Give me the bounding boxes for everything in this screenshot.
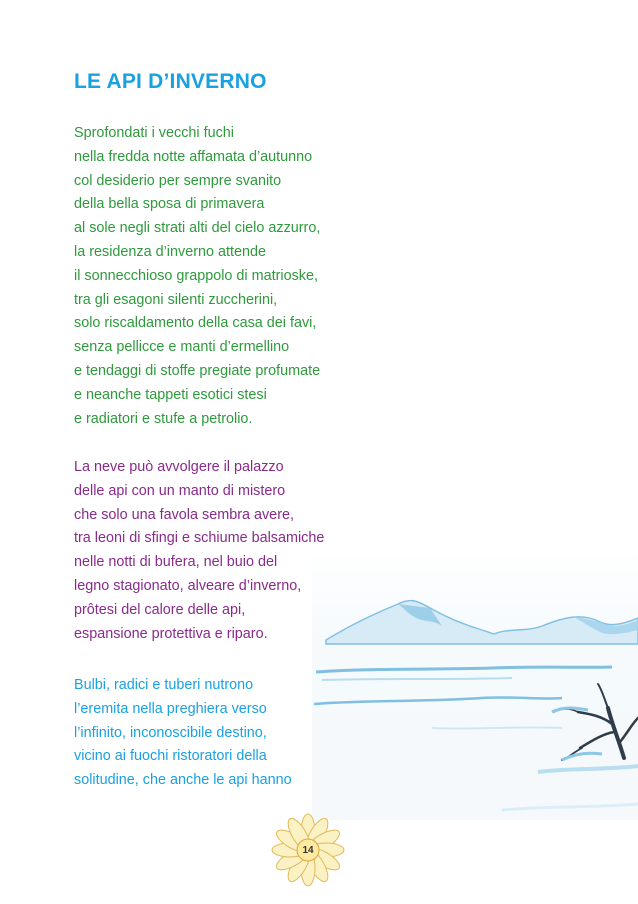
poem-line: che solo una favola sembra avere, (74, 506, 294, 523)
poem-line: della bella sposa di primavera (74, 196, 265, 213)
poem-line: Bulbi, radici e tuberi nutrono (74, 677, 254, 693)
stanza-2 (74, 456, 324, 646)
poem-line: La neve può avvolgere il palazzo (74, 459, 284, 475)
poem-line: delle api con un manto di mistero (74, 482, 286, 499)
poem-line: la residenza d’inverno attende (74, 243, 267, 260)
poem-line: e neanche tappeti esotici stesi (74, 386, 267, 403)
poem-line: nelle notti di bufera, nel buio del (74, 554, 278, 571)
poem-line: solo riscaldamento della casa dei favi, (74, 315, 317, 332)
poem-line: l’infinito, inconoscibile destino, (74, 724, 267, 741)
stanza-1 (74, 122, 320, 431)
poem-line: Sprofondati i vecchi fuchi (74, 125, 234, 141)
snow-wash (312, 548, 638, 820)
poem-line: espansione protettiva e riparo. (74, 625, 268, 642)
poem-line: e radiatori e stufe a petrolio. (74, 410, 253, 427)
poem-line: solitudine, che anche le api hanno (74, 772, 292, 789)
poem-line: tra leoni di sfingi e schiume balsamiche (74, 530, 325, 547)
poem-line: il sonnecchioso grappolo di matrioske, (74, 267, 318, 284)
poem-line: prôtesi del calore delle api, (74, 601, 246, 618)
poem-line: tra gli esagoni silenti zuccherini, (74, 291, 278, 308)
page-number: 14 (302, 845, 314, 856)
poem-line: l’eremita nella preghiera verso (74, 700, 267, 717)
poem-line: al sole negli strati alti del cielo azzurro, (74, 220, 321, 237)
poem-line: e tendaggi di stoffe pregiate profumate (74, 362, 321, 379)
page-number-badge (270, 812, 346, 888)
poem-title: LE API D’INVERNO (74, 70, 267, 93)
poem-line: col desiderio per sempre svanito (74, 172, 282, 189)
poem-line: vicino ai fuochi ristoratori della (74, 748, 267, 765)
poem-line: nella fredda notte affamata d’autunno (74, 148, 313, 165)
poem-line: senza pellicce e manti d’ermellino (74, 339, 290, 356)
winter-landscape-illustration (312, 548, 638, 820)
poem-line: legno stagionato, alveare d’inverno, (74, 577, 302, 594)
stanza-3 (74, 674, 292, 793)
snow-stroke (432, 727, 562, 728)
